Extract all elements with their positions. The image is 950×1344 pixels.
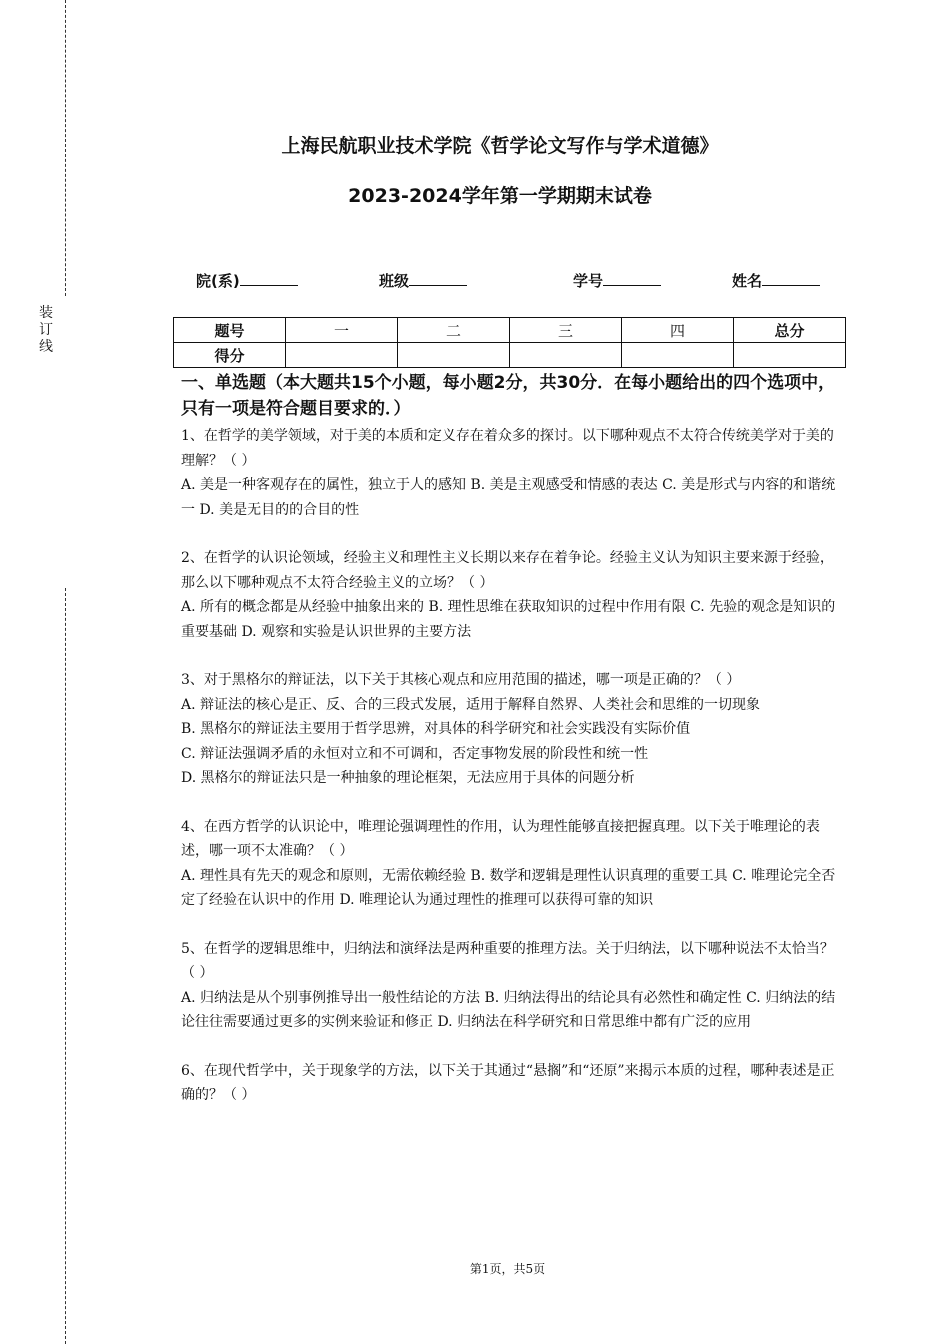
question-options: A. 美是一种客观存在的属性，独立于人的感知 B. 美是主观感受和情感的表达 C. 美是形式与内容的和谐统一 D. 美是无目的的合目的性: [181, 477, 836, 518]
score-table-score-row: [174, 343, 846, 368]
score-cell[interactable]: [286, 343, 398, 368]
question-text: 5、在哲学的逻辑思维中，归纳法和演绎法是两种重要的推理方法。关于归纳法，以下哪种说法不太恰当？（ ）: [181, 940, 834, 981]
info-blank[interactable]: [409, 271, 467, 286]
question-option-b: B. 黑格尔的辩证法主要用于哲学思辨，对具体的科学研究和社会实践没有实际价值: [181, 721, 691, 737]
question-5: [181, 937, 841, 1035]
score-header-cell: 总分: [734, 318, 846, 343]
score-cell[interactable]: [622, 343, 734, 368]
info-blank[interactable]: [603, 271, 661, 286]
question-6: [181, 1059, 841, 1108]
score-header-cell: 三: [510, 318, 622, 343]
question-2: [181, 546, 841, 644]
exam-title-line2: 2023-2024学年第一学期期末试卷: [348, 185, 652, 207]
score-cell[interactable]: [510, 343, 622, 368]
question-option-d: D. 黑格尔的辩证法只是一种抽象的理论框架，无法应用于具体的问题分析: [181, 770, 635, 786]
exam-content: [181, 370, 841, 1132]
question-text: 3、对于黑格尔的辩证法，以下关于其核心观点和应用范围的描述，哪一项是正确的？（ ）: [181, 672, 741, 688]
info-blank[interactable]: [240, 271, 298, 286]
question-1: [181, 424, 841, 522]
question-text: 2、在哲学的认识论领域，经验主义和理性主义长期以来存在着争论。经验主义认为知识主要来源于经验，那么以下哪种观点不太符合经验主义的立场？（ ）: [181, 550, 834, 591]
section-heading: 一、单选题（本大题共15个小题，每小题2分，共30分．在每小题给出的四个选项中，只有一项是符合题目要求的．）: [181, 373, 836, 419]
info-field-department[interactable]: [196, 270, 298, 291]
info-field-student-id[interactable]: [573, 270, 661, 291]
score-header-cell: 一: [286, 318, 398, 343]
score-table: [173, 317, 846, 368]
score-table-header-row: [174, 318, 846, 343]
question-options: A. 归纳法是从个别事例推导出一般性结论的方法 B. 归纳法得出的结论具有必然性和确定性 C. 归纳法的结论往往需要通过更多的实例来验证和修正 D. 归纳法在科学研究和日常思维中都有广泛的应用: [181, 989, 836, 1030]
info-field-name[interactable]: [732, 270, 820, 291]
score-cell[interactable]: [398, 343, 510, 368]
question-text: 1、在哲学的美学领域，对于美的本质和定义存在着众多的探讨。以下哪种观点不太符合传统美学对于美的理解？（ ）: [181, 428, 834, 469]
score-header-cell: 题号: [174, 318, 286, 343]
exam-title-line1: 上海民航职业技术学院《哲学论文写作与学术道德》: [281, 135, 719, 157]
info-blank[interactable]: [762, 271, 820, 286]
binding-label: 装订线: [39, 305, 53, 355]
score-cell[interactable]: [734, 343, 846, 368]
info-field-class[interactable]: [379, 270, 467, 291]
question-options: A. 理性具有先天的观念和原则，无需依赖经验 B. 数学和逻辑是理性认识真理的重要工具 C. 唯理论完全否定了经验在认识中的作用 D. 唯理论认为通过理性的推理可以获得可靠的知识: [181, 867, 836, 908]
score-header-cell: 四: [622, 318, 734, 343]
question-options: A. 所有的概念都是从经验中抽象出来的 B. 理性思维在获取知识的过程中作用有限 C. 先验的观念是知识的重要基础 D. 观察和实验是认识世界的主要方法: [181, 599, 836, 640]
question-option-c: C. 辩证法强调矛盾的永恒对立和不可调和，否定事物发展的阶段性和统一性: [181, 745, 649, 762]
question-4: [181, 815, 841, 913]
binding-dashed-line-bottom: [65, 588, 66, 1344]
info-label-department: 院(系): [196, 272, 240, 290]
info-label-name: 姓名: [732, 272, 763, 290]
question-text: 4、在西方哲学的认识论中，唯理论强调理性的作用，认为理性能够直接把握真理。以下关于唯理论的表述，哪一项不太准确？（ ）: [181, 818, 820, 859]
info-label-class: 班级: [379, 272, 410, 290]
question-3: [181, 668, 841, 791]
info-label-student-id: 学号: [573, 272, 604, 290]
score-row-label: 得分: [174, 343, 286, 368]
page-footer: 第1页，共5页: [469, 1262, 546, 1276]
question-option-a: A. 辩证法的核心是正、反、合的三段式发展，适用于解释自然界、人类社会和思维的一切现象: [181, 696, 761, 713]
score-header-cell: 二: [398, 318, 510, 343]
question-text: 6、在现代哲学中，关于现象学的方法，以下关于其通过“悬搁”和“还原”来揭示本质的过程，哪种表述是正确的？（ ）: [181, 1062, 835, 1103]
